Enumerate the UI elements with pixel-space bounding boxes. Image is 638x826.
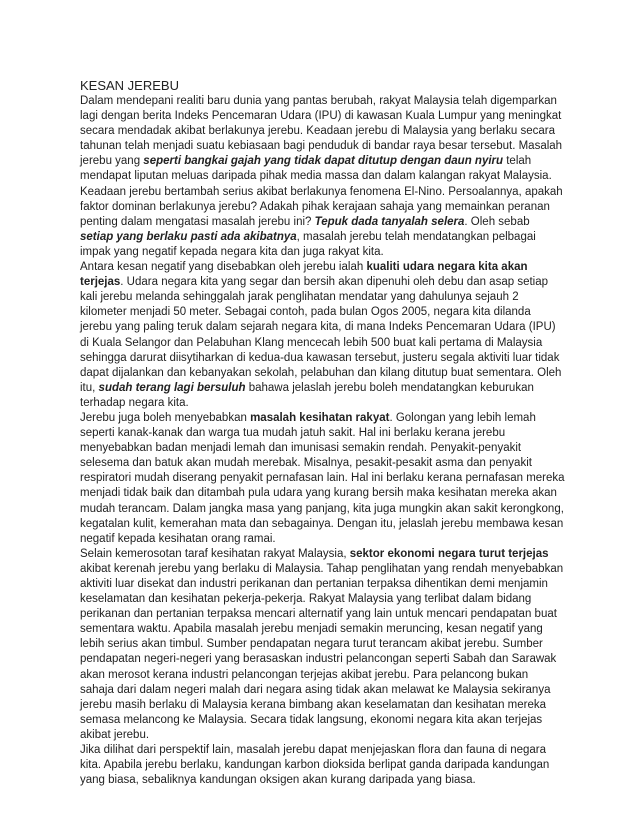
p1-idiom-2: Tepuk dada tanyalah selera (314, 215, 465, 228)
p5-text-a: Jika dilihat dari perspektif lain, masalah jerebu dapat menjejaskan flora dan fauna di negara kita. Apabila jerebu berlaku, kandungan karbon dioksida berlipat ganda daripada kandungan yang biasa, sebaliknya kandungan oksigen akan kurang daripada yang biasa. (80, 744, 550, 787)
p3-text-a: Jerebu juga boleh menyebabkan (80, 411, 251, 424)
p2-text-a: Antara kesan negatif yang disebabkan oleh jerebu ialah (80, 261, 367, 274)
p2-text-c: . Udara negara kita yang segar dan bersih akan dipenuhi oleh debu dan asap setiap kali jerebu melanda sehinggalah jarak penglihatan mendatar yang dahulunya sejauh 2 kilometer menjadi 50 meter. Sebagai contoh, pada bulan Ogos 2005, negara kita dilanda jerebu yang paling teruk dalam sejarah negara kita, di mana Indeks Pencemaran Udara (IPU) di Kuala Selangor dan Pelabuhan Klang mencecah lebih 500 buat kali pertama di Malaysia sehingga darurat diisytiharkan di kedua-dua kawasan tersebut, justeru segala aktiviti luar tidak dapat dijalankan dan kebanyakan sekolah, pelabuhan dan kilang ditutup buat sementara. Oleh itu, (80, 276, 562, 394)
p3-text-c: . Golongan yang lebih lemah seperti kanak-kanak dan warga tua mudah jatuh sakit. Hal ini berlaku kerana jerebu menyebabkan badan menjadi lemah dan imunisasi semakin rendah. Penyakit-penyakit selesema dan batuk akan mudah merebak. Misalnya, pesakit-pesakit asma dan penyakit respiratori mudah diserang penyakit pernafasan lain. Hal ini berlaku kerana pernafasan mereka menjadi tidak baik dan ditambah pula udara yang kurang bersih maka kesihatan mereka akan mudah terancam. Dalam jangka masa yang panjang, kita juga mungkin akan sakit kerongkong, kegatalan kulit, kemerahan mata dan sebagainya. Dengan itu, jelaslah jerebu membawa kesan negatif kepada kesihatan orang ramai. (80, 411, 565, 545)
document-page (80, 77, 565, 788)
paragraph-4 (80, 547, 565, 743)
p1-text-e: . Oleh sebab (464, 215, 530, 228)
p4-text-a: Selain kemerosotan taraf kesihatan rakyat Malaysia, (80, 547, 350, 560)
p4-text-c: akibat kerenah jerebu yang berlaku di Malaysia. Tahap penglihatan yang rendah menyebabkan aktiviti luar disekat dan industri perikanan dan pertanian terpaksa dihentikan demi menjamin keselamatan dan kesihatan pekerja-pekerja. Rakyat Malaysia yang terlibat dalam bidang perikanan dan pertanian terpaksa mencari alternatif yang lain untuk mencari pendapatan buat sementara waktu. Apabila masalah jerebu menjadi semakin meruncing, kesan negatif yang lebih serius akan timbul. Sumber pendapatan negara turut terancam akibat jerebu. Sumber pendapatan negeri-negeri yang berasaskan industri pelancongan seperti Sabah dan Sarawak akan merosot kerana industri pelancongan terjejas akibat jerebu. Para pelancong bukan sahaja dari dalam negeri malah dari negara asing tidak akan melawat ke Malaysia sekiranya jerebu masih berlaku di Malaysia kerana bimbang akan keselamatan dan kesihatan mereka semasa melancong ke Malaysia. Secara tidak langsung, ekonomi negara kita akan terjejas akibat jerebu. (80, 562, 564, 741)
p2-idiom: sudah terang lagi bersuluh (98, 381, 246, 394)
p1-text-g: , masalah jerebu telah mendatangkan pelbagai impak yang negatif kepada negara kita dan juga rakyat kita. (80, 230, 536, 258)
p1-text-c: telah mendapat liputan meluas daripada pihak media massa dan dalam kalangan rakyat Malaysia. Keadaan jerebu bertambah serius akibat berlakunya fenomena El-Nino. Persoalannya, apakah faktor dominan berlakunya jerebu? Adakah pihak kerajaan sahaja yang memainkan peranan penting dalam mengatasi masalah jerebu ini? (80, 155, 563, 228)
p3-key-point: masalah kesihatan rakyat (250, 411, 390, 424)
paragraph-3 (80, 411, 565, 547)
p1-text-a: Dalam mendepani realiti baru dunia yang pantas berubah, rakyat Malaysia telah digemparkan lagi dengan berita Indeks Pencemaran Udara (IPU) di kawasan Kuala Lumpur yang meningkat secara mendadak akibat berlakunya jerebu. Keadaan jerebu di Malaysia yang berlaku secara tahunan telah menjadi suatu kebiasaan bagi penduduk di bandar raya besar tersebut. Masalah jerebu yang (80, 95, 563, 168)
p2-key-point: kualiti udara negara kita akan terjejas (80, 261, 528, 289)
p4-key-point: sektor ekonomi negara turut terjejas (349, 547, 549, 560)
p2-text-e: bahawa jelaslah jerebu boleh mendatangkan keburukan terhadap negara kita. (80, 381, 534, 409)
paragraph-5 (80, 743, 565, 788)
paragraph-1 (80, 94, 565, 260)
p1-idiom-1: seperti bangkai gajah yang tidak dapat ditutup dengan daun nyiru (143, 155, 504, 168)
paragraph-2 (80, 260, 565, 411)
p1-idiom-3: setiap yang berlaku pasti ada akibatnya (80, 230, 297, 243)
document-title: KESAN JEREBU (80, 78, 179, 93)
